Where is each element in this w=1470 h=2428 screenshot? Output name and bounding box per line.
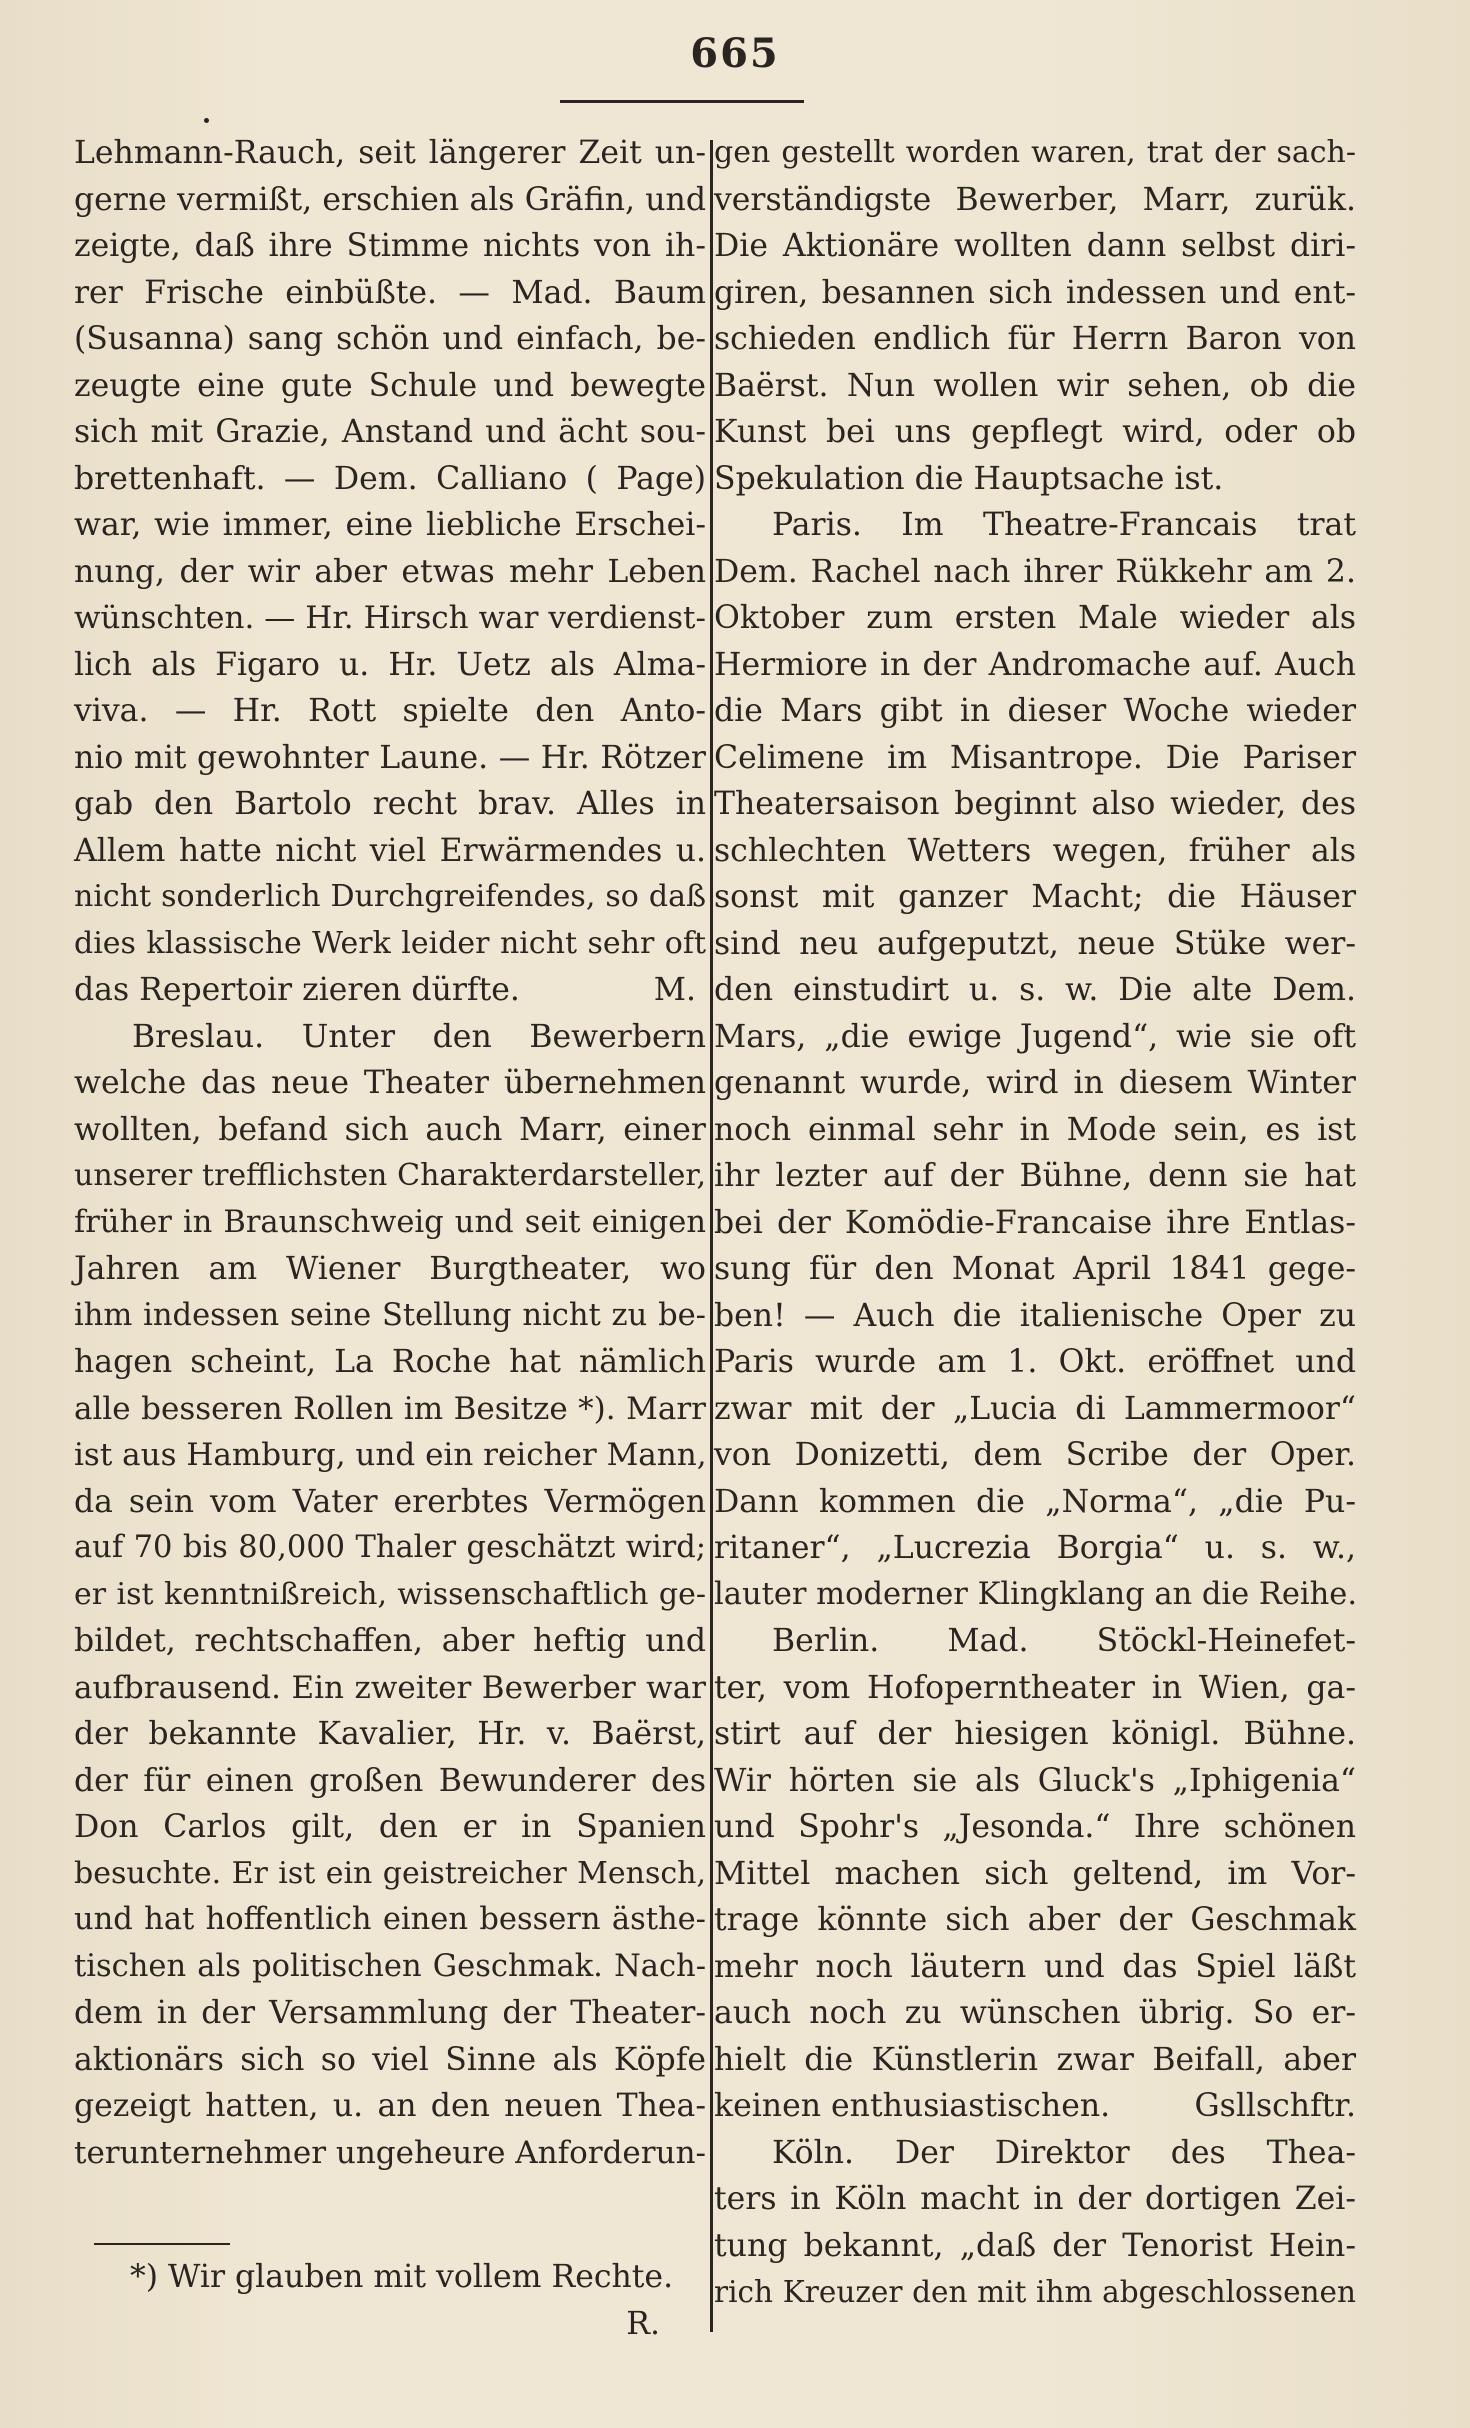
text-line: hielt die Künstlerin zwar Beifall, aber (714, 2041, 1356, 2078)
berlin-signoff (714, 2083, 1356, 2130)
text-line: auch noch zu wünschen übrig. So er- (714, 1995, 1356, 2031)
left-paragraph-signoff (74, 967, 706, 1014)
left-column (74, 130, 706, 2176)
text-line: ters in Köln macht in der dortigen Zei- (714, 2181, 1356, 2217)
text-line: bildet, rechtschaffen, aber heftig und (74, 1623, 706, 1659)
text-line: Breslau. Unter den Bewerbern (132, 1018, 706, 1055)
text-line: Lehmann-Rauch, seit längerer Zeit un- (74, 135, 706, 171)
right-paragraph-breslau-cont (714, 130, 1356, 456)
text-line: gerne vermißt, erschien als Gräfin, und (74, 181, 706, 218)
text-line: noch einmal sehr in Mode sein, es ist (714, 1111, 1356, 1148)
text-line: (Susanna) sang schön und einfach, be- (74, 321, 706, 357)
text-line: genannt wurde, wird in diesem Winter (714, 1065, 1356, 1101)
text-line: war, wie immer, eine liebliche Erschei- (74, 507, 706, 543)
text-line: Hermiore in der Andromache auf. Auch (714, 646, 1356, 683)
text-line: gen gestellt worden waren, trat der sach- (714, 135, 1356, 170)
text-line: schieden endlich für Herrn Baron von (714, 321, 1356, 357)
text-line: welche das neue Theater übernehmen (74, 1065, 706, 1101)
footnote-rule (94, 2243, 230, 2245)
right-paragraph-berlin (714, 1618, 1356, 2083)
text-line: Dann kommen die „Norma“, „die Pu- (714, 1483, 1356, 1520)
signoff-initial: M. (653, 972, 696, 1008)
text-line: ihr lezter auf der Bühne, denn sie hat (714, 1158, 1356, 1194)
text-line: zwar mit der „Lucia di Lammermoor“ (714, 1390, 1356, 1427)
text-line: lich als Figaro u. Hr. Uetz als Alma- (74, 646, 706, 683)
text-line: Paris wurde am 1. Okt. eröffnet und (714, 1344, 1356, 1380)
text-line: aktionärs sich so viel Sinne als Köpfe (74, 2041, 706, 2078)
left-paragraph-opera-review (74, 130, 706, 967)
text-line: ter, vom Hofoperntheater in Wien, ga- (714, 1669, 1356, 1706)
text-line: Paris. Im Theatre-Francais trat (772, 507, 1356, 543)
text-line: ist aus Hamburg, und ein reicher Mann, (74, 1437, 707, 1473)
text-line: Mars, „die ewige Jugend“, wie sie oft (714, 1018, 1356, 1055)
text-line: hagen scheint, La Roche hat nämlich (74, 1344, 706, 1380)
text-line: ihm indessen seine Stellung nicht zu be- (74, 1297, 706, 1333)
text-line: Dem. Rachel nach ihrer Rükkehr am 2. (714, 553, 1356, 590)
text-line: von Donizetti, dem Scribe der Oper. (714, 1437, 1356, 1473)
column-divider (710, 140, 713, 2332)
text-line: er ist kenntnißreich, wissenschaftlich ge- (74, 1576, 706, 1612)
text-line: tischen als politischen Geschmak. Nach- (74, 1948, 706, 1984)
text-line: alle besseren Rollen im Besitze *). Marr (74, 1390, 706, 1427)
text-line: mehr noch läutern und das Spiel läßt (714, 1948, 1356, 1985)
text-line: zeigte, daß ihre Stimme nichts von ih- (74, 228, 706, 264)
text-line: stirt auf der hiesigen königl. Bühne. (714, 1716, 1356, 1752)
text-line: unserer trefflichsten Charakterdarsteller, (74, 1158, 706, 1193)
text-line: früher in Braunschweig und seit einigen (74, 1204, 706, 1240)
text-line: auf 70 bis 80,000 Thaler geschätzt wird; (74, 1530, 706, 1565)
text-line: Jahren am Wiener Burgtheater, wo (74, 1251, 706, 1287)
signoff-text: keinen enthusiastischen. (714, 2088, 1111, 2124)
signoff-initial: Gsllschftr. (1194, 2088, 1356, 2124)
text-line: und hat hoffentlich einen bessern ästhe- (74, 1902, 706, 1937)
text-line: der für einen großen Bewunderer des (74, 1762, 706, 1799)
text-line: Mittel machen sich geltend, im Vor- (714, 1855, 1356, 1892)
text-line: ritaner“, „Lucrezia Borgia“ u. s. w., (714, 1530, 1356, 1566)
text-line: brettenhaft. — Dem. Calliano ( Page) (74, 460, 706, 497)
text-line: nicht sonderlich Durchgreifendes, so daß (74, 879, 706, 914)
text-line: Baërst. Nun wollen wir sehen, ob die (714, 367, 1356, 404)
footnote-text: *) Wir glauben mit vollem Rechte. (130, 2259, 674, 2295)
text-line: wollten, befand sich auch Marr, einer (74, 1111, 706, 1148)
text-line: wünschten. — Hr. Hirsch war verdienst- (74, 600, 706, 636)
text-line: tung bekannt, „daß der Tenorist Hein- (714, 2227, 1356, 2264)
text-line: Die Aktionäre wollten dann selbst diri- (714, 228, 1356, 264)
text-line: Köln. Der Direktor des Thea- (772, 2134, 1356, 2171)
text-line: trage könnte sich aber der Geschmak (714, 1902, 1356, 1938)
text-line: sind neu aufgeputzt, neue Stüke wer- (714, 925, 1356, 962)
text-line: giren, besannen sich indessen und ent- (714, 274, 1356, 311)
text-line: ben! — Auch die italienische Oper zu (714, 1297, 1356, 1334)
text-line: Kunst bei uns gepflegt wird, oder ob (714, 414, 1356, 450)
footnote (130, 2254, 690, 2347)
text-line: da sein vom Vater ererbtes Vermögen (74, 1483, 706, 1520)
page-number: 665 (690, 30, 780, 77)
text-line: dies klassische Werk leider nicht sehr oft (74, 925, 706, 961)
text-line: dem in der Versammlung der Theater- (74, 1995, 706, 2031)
text-line: rich Kreuzer den mit ihm abgeschlossenen (714, 2275, 1356, 2309)
text-line: Celimene im Misantrope. Die Pariser (714, 739, 1356, 776)
text-line: viva. — Hr. Rott spielte den Anto- (74, 693, 706, 729)
text-line: Oktober zum ersten Male wieder als (714, 600, 1356, 636)
right-column (714, 130, 1356, 2316)
text-line: Spekulation die Hauptsache ist. (714, 460, 1224, 497)
text-line: schlechten Wetters wegen, früher als (714, 832, 1356, 869)
text-line: Don Carlos gilt, den er in Spanien (74, 1809, 706, 1845)
text-line: Allem hatte nicht viel Erwärmendes u. (74, 832, 706, 869)
text-line: terunternehmer ungeheure Anforderun- (74, 2134, 707, 2171)
text-line: der bekannte Kavalier, Hr. v. Baërst, (74, 1716, 706, 1752)
text-line: Theatersaison beginnt also wieder, des (714, 786, 1356, 822)
header-rule (560, 100, 804, 103)
text-line: zeugte eine gute Schule und bewegte (74, 367, 706, 404)
right-paragraph-koeln (714, 2130, 1356, 2316)
text-line: besuchte. Er ist ein geistreicher Mensch, (74, 1855, 706, 1891)
text-line: und Spohr's „Jesonda.“ Ihre schönen (714, 1809, 1356, 1845)
text-line: sonst mit ganzer Macht; die Häuser (714, 879, 1356, 915)
text-line: nung, der wir aber etwas mehr Leben (74, 553, 706, 590)
text-line: nio mit gewohnter Laune. — Hr. Rötzer (74, 739, 706, 776)
right-paragraph-paris (714, 502, 1356, 1572)
text-line: die Mars gibt in dieser Woche wieder (714, 693, 1356, 729)
text-line: rer Frische einbüßte. — Mad. Baum (74, 274, 706, 311)
footnote-sign: R. (626, 2305, 660, 2342)
text-line: sung für den Monat April 1841 gege- (714, 1251, 1356, 1287)
text-line: Wir hörten sie als Gluck's „Iphigenia“ (714, 1762, 1356, 1799)
text-line: gezeigt hatten, u. an den neuen Thea- (74, 2088, 706, 2124)
ink-dot (204, 118, 209, 123)
signoff-text: das Repertoir zieren dürfte. (74, 972, 520, 1008)
text-line: den einstudirt u. s. w. Die alte Dem. (714, 972, 1356, 1008)
text-line: verständigste Bewerber, Marr, zurük. (714, 181, 1356, 218)
text-line: gab den Bartolo recht brav. Alles in (74, 786, 706, 822)
text-line: aufbrausend. Ein zweiter Bewerber war (74, 1669, 706, 1706)
text-line: lauter moderner Klingklang an die Reihe. (714, 1576, 1358, 1612)
left-paragraph-breslau (74, 1014, 706, 2177)
text-line: Berlin. Mad. Stöckl-Heinefet- (772, 1623, 1356, 1659)
text-line: bei der Komödie-Francaise ihre Entlas- (714, 1204, 1356, 1241)
text-line: sich mit Grazie, Anstand und ächt sou- (74, 414, 706, 450)
